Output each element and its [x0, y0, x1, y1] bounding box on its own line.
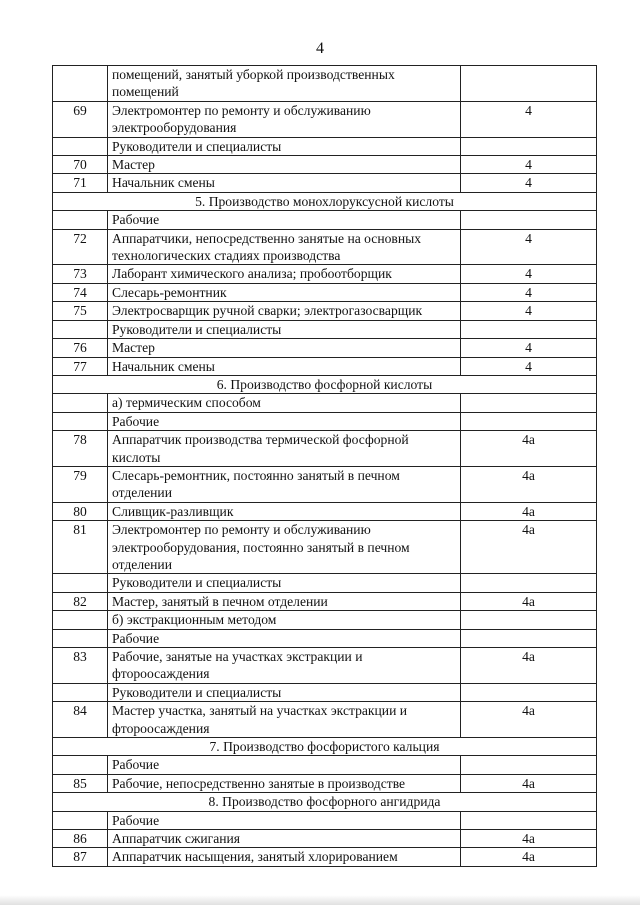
row-number-cell: 82 — [53, 592, 108, 610]
table-row — [53, 66, 597, 102]
profession-name-cell: Мастер — [108, 339, 461, 357]
list-number-cell — [461, 412, 597, 430]
list-number-cell — [461, 683, 597, 701]
list-number-cell — [461, 211, 597, 229]
row-number-cell — [53, 811, 108, 829]
row-number-cell: 73 — [53, 265, 108, 283]
list-number-cell: 4а — [461, 848, 597, 866]
profession-name-cell: Рабочие — [108, 811, 461, 829]
row-number-cell — [53, 683, 108, 701]
row-number-cell — [53, 756, 108, 774]
profession-name-cell: Электросварщик ручной сварки; электрогазосварщик — [108, 302, 461, 320]
professions-table — [52, 65, 597, 867]
row-number-cell: 85 — [53, 774, 108, 792]
table-row — [53, 648, 597, 684]
table-row — [53, 811, 597, 829]
list-number-cell: 4а — [461, 521, 597, 574]
table-row — [53, 431, 597, 467]
section-title: 6. Производство фосфорной кислоты — [53, 375, 597, 393]
table-body — [53, 66, 597, 867]
list-number-cell: 4 — [461, 229, 597, 265]
table-row — [53, 174, 597, 192]
table-row — [53, 302, 597, 320]
row-number-cell: 69 — [53, 101, 108, 137]
row-number-cell: 83 — [53, 648, 108, 684]
row-number-cell — [53, 629, 108, 647]
table-row — [53, 265, 597, 283]
table-row — [53, 774, 597, 792]
list-number-cell: 4а — [461, 466, 597, 502]
row-number-cell — [53, 66, 108, 102]
list-number-cell: 4а — [461, 702, 597, 738]
profession-name-cell: Рабочие — [108, 756, 461, 774]
table-row — [53, 702, 597, 738]
section-title: 7. Производство фосфористого кальция — [53, 738, 597, 756]
profession-name-cell: Аппаратчики, непосредственно занятые на основных технологических стадиях производства — [108, 229, 461, 265]
row-number-cell: 87 — [53, 848, 108, 866]
table-row — [53, 412, 597, 430]
table-row — [53, 156, 597, 174]
profession-name-cell: Руководители и специалисты — [108, 683, 461, 701]
section-header-row — [53, 192, 597, 210]
profession-name-cell: Рабочие, непосредственно занятые в производстве — [108, 774, 461, 792]
row-number-cell: 78 — [53, 431, 108, 467]
row-number-cell — [53, 574, 108, 592]
profession-name-cell: Слесарь-ремонтник — [108, 283, 461, 301]
profession-name-cell: Электромонтер по ремонту и обслуживанию электрооборудования — [108, 101, 461, 137]
list-number-cell: 4 — [461, 357, 597, 375]
list-number-cell — [461, 137, 597, 155]
list-number-cell: 4а — [461, 502, 597, 520]
table-row — [53, 502, 597, 520]
list-number-cell: 4 — [461, 101, 597, 137]
profession-name-cell: Аппаратчик производства термической фосфорной кислоты — [108, 431, 461, 467]
profession-name-cell: Руководители и специалисты — [108, 574, 461, 592]
table-row — [53, 574, 597, 592]
table-row — [53, 357, 597, 375]
profession-name-cell: Аппаратчик сжигания — [108, 830, 461, 848]
profession-name-cell: Начальник смены — [108, 174, 461, 192]
profession-name-cell: Начальник смены — [108, 357, 461, 375]
page-number: 4 — [316, 40, 324, 57]
table-row — [53, 229, 597, 265]
row-number-cell: 81 — [53, 521, 108, 574]
profession-name-cell: Аппаратчик насыщения, занятый хлорированием — [108, 848, 461, 866]
profession-name-cell: Руководители и специалисты — [108, 320, 461, 338]
row-number-cell: 80 — [53, 502, 108, 520]
table-row — [53, 339, 597, 357]
section-title: 8. Производство фосфорного ангидрида — [53, 793, 597, 811]
list-number-cell — [461, 611, 597, 629]
table-row — [53, 629, 597, 647]
list-number-cell: 4 — [461, 339, 597, 357]
section-header-row — [53, 375, 597, 393]
profession-name-cell: Лаборант химического анализа; пробоотборщик — [108, 265, 461, 283]
row-number-cell: 77 — [53, 357, 108, 375]
list-number-cell — [461, 66, 597, 102]
table-row — [53, 521, 597, 574]
row-number-cell: 70 — [53, 156, 108, 174]
table-row — [53, 592, 597, 610]
row-number-cell: 76 — [53, 339, 108, 357]
table-row — [53, 394, 597, 412]
table-row — [53, 137, 597, 155]
profession-name-cell: помещений, занятый уборкой производственных помещений — [108, 66, 461, 102]
list-number-cell: 4а — [461, 431, 597, 467]
section-title: 5. Производство монохлоруксусной кислоты — [53, 192, 597, 210]
table-row — [53, 283, 597, 301]
list-number-cell — [461, 811, 597, 829]
list-number-cell — [461, 629, 597, 647]
row-number-cell: 86 — [53, 830, 108, 848]
list-number-cell — [461, 320, 597, 338]
list-number-cell: 4 — [461, 283, 597, 301]
list-number-cell: 4 — [461, 156, 597, 174]
list-number-cell: 4а — [461, 592, 597, 610]
list-number-cell: 4 — [461, 302, 597, 320]
row-number-cell — [53, 412, 108, 430]
row-number-cell: 84 — [53, 702, 108, 738]
profession-name-cell: а) термическим способом — [108, 394, 461, 412]
profession-name-cell: Мастер участка, занятый на участках экстракции и фтороосаждения — [108, 702, 461, 738]
list-number-cell — [461, 756, 597, 774]
table-row — [53, 611, 597, 629]
table-row — [53, 683, 597, 701]
profession-name-cell: Рабочие, занятые на участках экстракции и фтороосаждения — [108, 648, 461, 684]
row-number-cell — [53, 611, 108, 629]
list-number-cell — [461, 574, 597, 592]
row-number-cell: 72 — [53, 229, 108, 265]
profession-name-cell: Электромонтер по ремонту и обслуживанию электрооборудования, постоянно занятый в печном отделении — [108, 521, 461, 574]
row-number-cell — [53, 394, 108, 412]
list-number-cell: 4а — [461, 774, 597, 792]
profession-name-cell: Рабочие — [108, 211, 461, 229]
list-number-cell: 4 — [461, 174, 597, 192]
profession-name-cell: Рабочие — [108, 412, 461, 430]
profession-name-cell: Мастер, занятый в печном отделении — [108, 592, 461, 610]
row-number-cell — [53, 137, 108, 155]
row-number-cell: 74 — [53, 283, 108, 301]
section-header-row — [53, 793, 597, 811]
row-number-cell — [53, 320, 108, 338]
row-number-cell — [53, 211, 108, 229]
profession-name-cell: Сливщик-разливщик — [108, 502, 461, 520]
list-number-cell: 4а — [461, 830, 597, 848]
row-number-cell: 79 — [53, 466, 108, 502]
profession-name-cell: Руководители и специалисты — [108, 137, 461, 155]
profession-name-cell: б) экстракционным методом — [108, 611, 461, 629]
table-row — [53, 320, 597, 338]
list-number-cell: 4а — [461, 648, 597, 684]
scan-edge-shadow — [0, 895, 640, 905]
list-number-cell — [461, 394, 597, 412]
table-row — [53, 101, 597, 137]
profession-name-cell: Мастер — [108, 156, 461, 174]
table-row — [53, 848, 597, 866]
row-number-cell: 75 — [53, 302, 108, 320]
table-row — [53, 830, 597, 848]
list-number-cell: 4 — [461, 265, 597, 283]
profession-name-cell: Рабочие — [108, 629, 461, 647]
row-number-cell: 71 — [53, 174, 108, 192]
table-row — [53, 211, 597, 229]
table-row — [53, 756, 597, 774]
profession-name-cell: Слесарь-ремонтник, постоянно занятый в печном отделении — [108, 466, 461, 502]
section-header-row — [53, 738, 597, 756]
table-row — [53, 466, 597, 502]
